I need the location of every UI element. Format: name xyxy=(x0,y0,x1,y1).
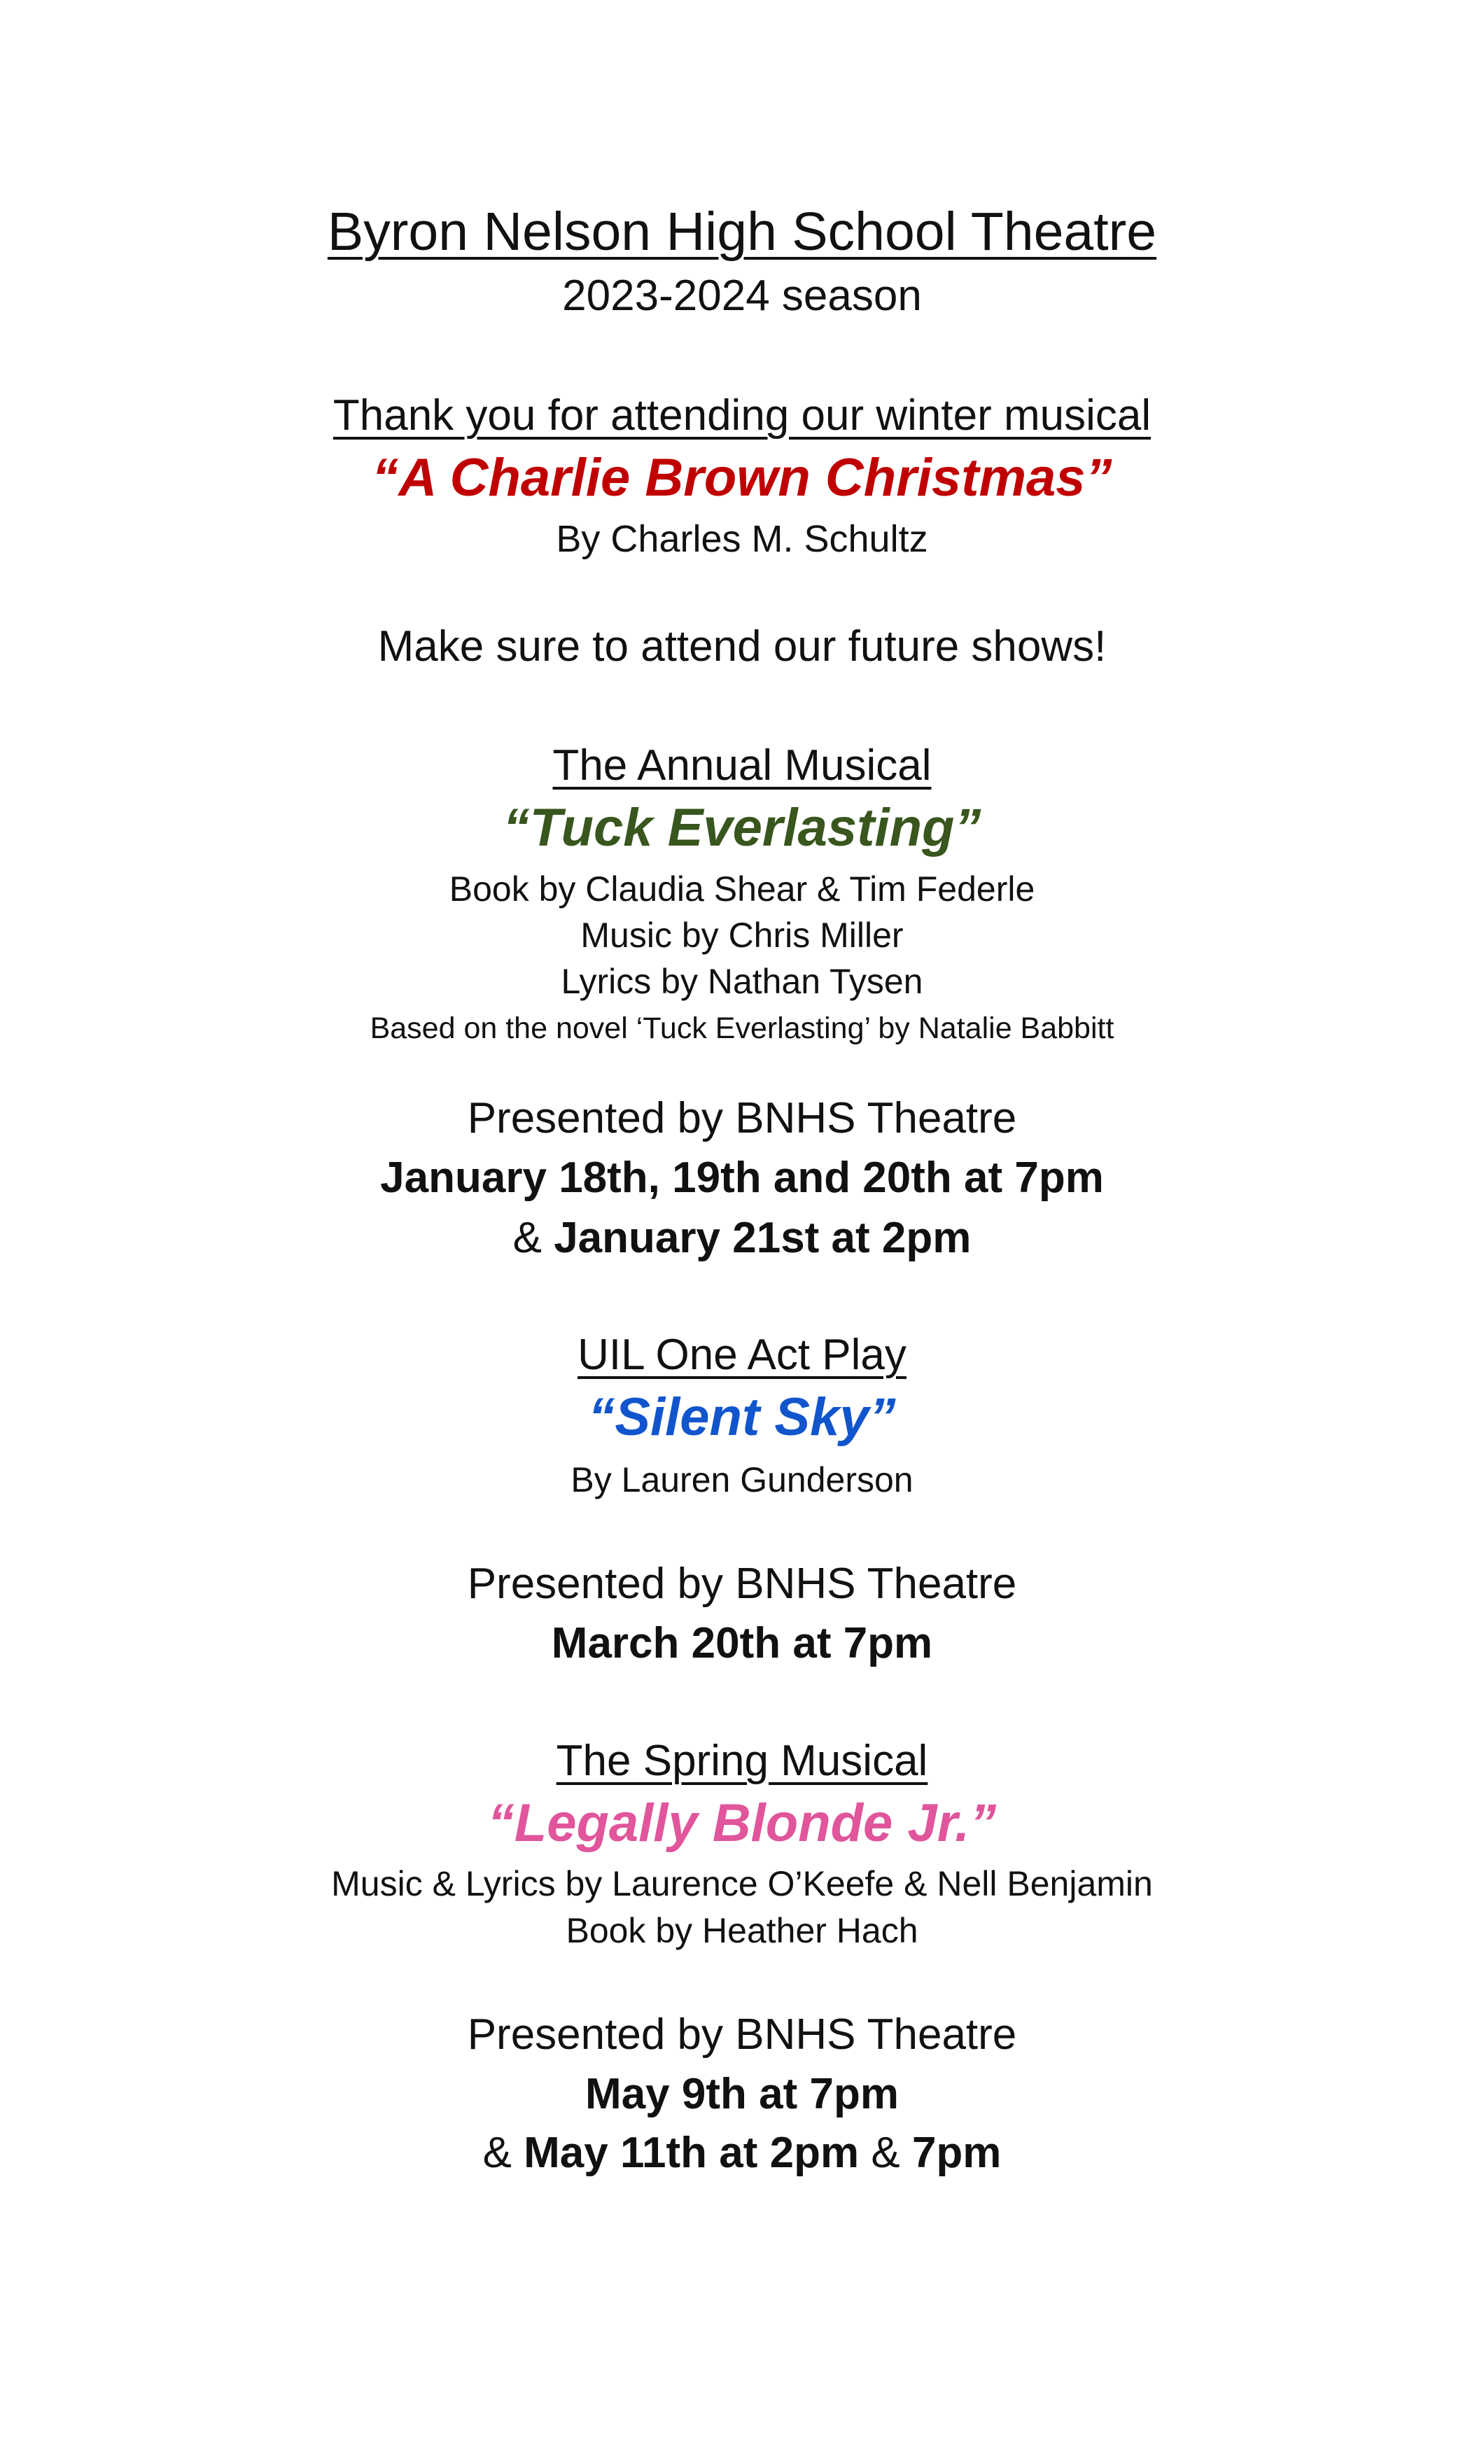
school-title: Byron Nelson High School Theatre xyxy=(327,202,1157,262)
charlie-brown-credit: By Charles M. Schultz xyxy=(556,518,928,560)
legally-blonde-dates-ampersand-2: & xyxy=(859,2129,912,2177)
silent-sky-credit: By Lauren Gunderson xyxy=(570,1460,913,1499)
legally-blonde-dates-matinee: May 11th at 2pm xyxy=(524,2129,860,2177)
silent-sky-presented-by: Presented by BNHS Theatre xyxy=(467,1560,1017,1608)
spring-musical-heading: The Spring Musical xyxy=(556,1737,928,1785)
tuck-dates-ampersand: & xyxy=(512,1214,554,1262)
legally-blonde-title: “Legally Blonde Jr.” xyxy=(487,1793,997,1853)
tuck-dates-line1: January 18th, 19th and 20th at 7pm xyxy=(380,1154,1104,1202)
one-act-heading: UIL One Act Play xyxy=(578,1331,906,1379)
tuck-credit-lyrics: Lyrics by Nathan Tysen xyxy=(561,962,923,1001)
future-shows-note: Make sure to attend our future shows! xyxy=(377,622,1107,671)
tuck-credit-book: Book by Claudia Shear & Tim Federle xyxy=(449,869,1035,909)
season-label: 2023-2024 season xyxy=(562,272,922,320)
thank-you-heading: Thank you for attending our winter musical xyxy=(332,391,1152,440)
legally-blonde-dates-ampersand: & xyxy=(482,2129,524,2177)
tuck-dates-matinee: January 21st at 2pm xyxy=(554,1214,972,1262)
tuck-presented-by: Presented by BNHS Theatre xyxy=(467,1094,1017,1142)
legally-blonde-dates-line2 xyxy=(0,2129,1484,2177)
tuck-dates-line2 xyxy=(0,1214,1484,1262)
silent-sky-title: “Silent Sky” xyxy=(588,1387,896,1447)
tuck-credit-music: Music by Chris Miller xyxy=(580,916,904,955)
silent-sky-dates: March 20th at 7pm xyxy=(551,1619,933,1667)
annual-musical-heading: The Annual Musical xyxy=(552,741,932,790)
charlie-brown-title: “A Charlie Brown Christmas” xyxy=(372,448,1112,507)
legally-blonde-credit-book: Book by Heather Hach xyxy=(566,1911,918,1950)
legally-blonde-presented-by: Presented by BNHS Theatre xyxy=(467,2010,1017,2059)
legally-blonde-dates-line1: May 9th at 7pm xyxy=(585,2070,899,2118)
tuck-everlasting-title: “Tuck Everlasting” xyxy=(503,798,981,858)
legally-blonde-dates-evening: 7pm xyxy=(911,2129,1002,2177)
legally-blonde-credit-music: Music & Lyrics by Laurence O’Keefe & Nell Benjamin xyxy=(331,1864,1153,1903)
tuck-credit-novel: Based on the novel ‘Tuck Everlasting’ by Natalie Babbitt xyxy=(370,1011,1114,1045)
